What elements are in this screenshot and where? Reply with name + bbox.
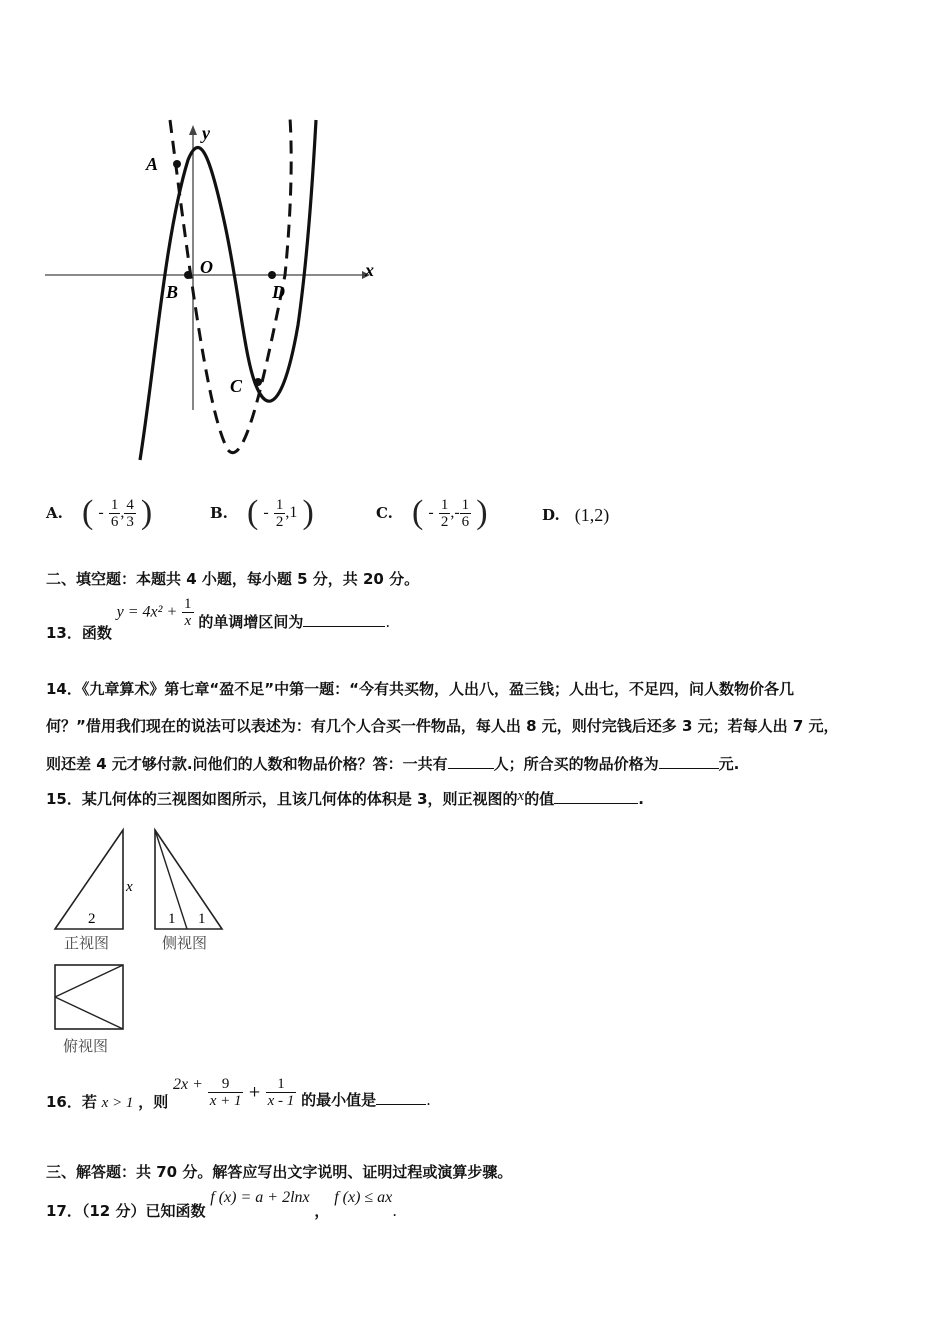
- function-graph: [40, 115, 390, 470]
- frac-numerator: 1: [440, 496, 449, 513]
- q13-fraction: [182, 596, 194, 629]
- top-view-diag1: [55, 965, 123, 997]
- frac-denominator: 2: [275, 513, 284, 530]
- q16-plus: +: [248, 1082, 261, 1101]
- top-view-rect: [55, 965, 123, 1029]
- three-view-diagram: [50, 825, 240, 1060]
- q16-condition: x > 1: [101, 1094, 134, 1111]
- q14-line3a: 则还差 4 元才够付款.问他们的人数和物品价格？答：一共有: [46, 755, 448, 773]
- option-A-frac2: [124, 497, 136, 530]
- point-O-label: O: [200, 257, 213, 277]
- side-view-left-label: 1: [168, 911, 176, 927]
- q13-end: .: [385, 612, 391, 631]
- paren-left: (: [412, 494, 424, 531]
- option-A-frac1: [109, 497, 121, 530]
- option-B-minus: -: [263, 504, 269, 521]
- q16-fraction1: [208, 1076, 244, 1109]
- option-A-label: A.: [46, 504, 63, 522]
- paren-right: ): [302, 494, 314, 531]
- q15-end: .: [638, 790, 644, 808]
- frac-denominator: 2: [440, 513, 449, 530]
- point-D-dot: [268, 271, 276, 279]
- q14-line3b: 人；所合买的物品价格为: [493, 755, 659, 773]
- y-axis-arrow: [189, 125, 197, 135]
- paren-left: (: [247, 494, 259, 531]
- option-D-value: (1,2): [574, 505, 610, 525]
- q15-text-b: 的值: [524, 790, 555, 808]
- frac-numerator: 1: [461, 496, 470, 513]
- section3-heading: 三、解答题：共 70 分。解答应写出文字说明、证明过程或演算步骤。: [46, 1163, 513, 1181]
- option-C-label: C.: [376, 504, 393, 522]
- top-view-caption: 俯视图: [63, 1037, 109, 1055]
- side-view-right-label: 1: [198, 911, 206, 927]
- option-A: [46, 490, 152, 536]
- q17-formula1: f (x) = a + 2lnx: [210, 1189, 310, 1206]
- q14-line1: 14．《九章算术》第七章“盈不足”中第一题：“今有共买物，人出八，盈三钱；人出七，不足四，问人数物价各几: [46, 680, 794, 698]
- front-view-side-label: x: [126, 879, 133, 895]
- q17-comma: ，: [314, 1202, 330, 1220]
- option-A-minus: -: [98, 504, 104, 521]
- question-17: [46, 1186, 398, 1220]
- section2-heading: 二、填空题：本题共 4 小题，每小题 5 分，共 20 分。: [46, 570, 420, 588]
- point-A-label: A: [146, 154, 159, 174]
- frac-denominator: 3: [126, 513, 134, 530]
- front-view-caption: 正视图: [64, 934, 110, 952]
- q13-text: 的单调增区间为: [198, 612, 304, 631]
- point-C-dot: [254, 378, 262, 386]
- q16-then: ，则: [138, 1092, 169, 1111]
- paren-right: ): [476, 494, 488, 531]
- frac-denominator: x - 1: [267, 1093, 295, 1109]
- q16-fraction2: [266, 1076, 297, 1109]
- q14-blank-price[interactable]: [659, 752, 719, 769]
- top-view-diag2: [55, 997, 123, 1029]
- frac-numerator: 1: [266, 1076, 297, 1093]
- paren-right: ): [140, 494, 153, 531]
- q16-number: 16．若: [46, 1092, 97, 1111]
- question-15: [46, 787, 644, 811]
- front-view-base-label: 2: [88, 911, 96, 927]
- option-A-sep: ,: [120, 504, 125, 521]
- option-C-minus: -: [428, 504, 434, 521]
- option-D: [542, 505, 609, 526]
- q17-end: .: [392, 1202, 398, 1220]
- frac-denominator: x + 1: [209, 1093, 242, 1109]
- point-C-label: C: [230, 376, 243, 396]
- q17-formula2: f (x) ≤ ax: [334, 1189, 393, 1206]
- paren-left: (: [81, 494, 94, 531]
- frac-numerator: 1: [275, 496, 284, 513]
- frac-numerator: 4: [126, 496, 134, 513]
- x-axis-label: x: [365, 260, 374, 280]
- option-B-frac: [274, 497, 286, 530]
- q15-answer-blank[interactable]: [554, 787, 638, 804]
- option-B-label: B.: [210, 504, 228, 522]
- point-B-dot: [184, 271, 192, 279]
- frac-numerator: 1: [110, 496, 119, 513]
- frac-numerator: 1: [184, 596, 192, 612]
- question-13: [46, 596, 391, 642]
- frac-denominator: 6: [110, 513, 119, 530]
- side-view-caption: 侧视图: [162, 934, 208, 952]
- option-D-label: D.: [542, 506, 560, 524]
- frac-denominator: x: [184, 613, 192, 629]
- q16-end: .: [426, 1090, 431, 1109]
- q16-answer-blank[interactable]: [376, 1088, 426, 1105]
- q16-expr-lead: 2x +: [173, 1075, 203, 1093]
- q14-line3: [46, 752, 739, 775]
- frac-numerator: 9: [208, 1076, 244, 1093]
- point-A-dot: [173, 160, 181, 168]
- q14-blank-people[interactable]: [448, 752, 494, 769]
- question-16: [46, 1076, 431, 1109]
- option-C: [376, 490, 488, 536]
- q13-number: 13．函数: [46, 623, 112, 642]
- frac-denominator: 6: [461, 513, 470, 530]
- option-B-tail: ,1: [285, 504, 298, 521]
- option-C-frac2: [460, 497, 472, 530]
- q17-number: 17．（12 分）已知函数: [46, 1202, 206, 1220]
- q15-text-a: 15．某几何体的三视图如图所示，且该几何体的体积是 3，则正视图的: [46, 790, 518, 808]
- q14-line2: 何？”借用我们现在的说法可以表述为：有几个人合买一件物品，每人出 8 元，则付完钱后还多 3 元；若每人出 7 元，: [46, 717, 839, 735]
- option-C-sep: ,-: [450, 504, 460, 521]
- q13-formula: y = 4x² +: [116, 603, 178, 621]
- q13-answer-blank[interactable]: [303, 610, 385, 627]
- q15-var: x: [517, 788, 525, 804]
- point-B-label: B: [166, 282, 179, 302]
- option-C-frac1: [439, 497, 451, 530]
- q16-text: 的最小值是: [301, 1090, 377, 1109]
- option-B: [210, 490, 314, 536]
- point-D-label: D: [272, 282, 285, 302]
- side-view-triangle: [155, 830, 222, 929]
- q14-line3c: 元.: [718, 755, 740, 773]
- y-axis-label: y: [202, 123, 210, 143]
